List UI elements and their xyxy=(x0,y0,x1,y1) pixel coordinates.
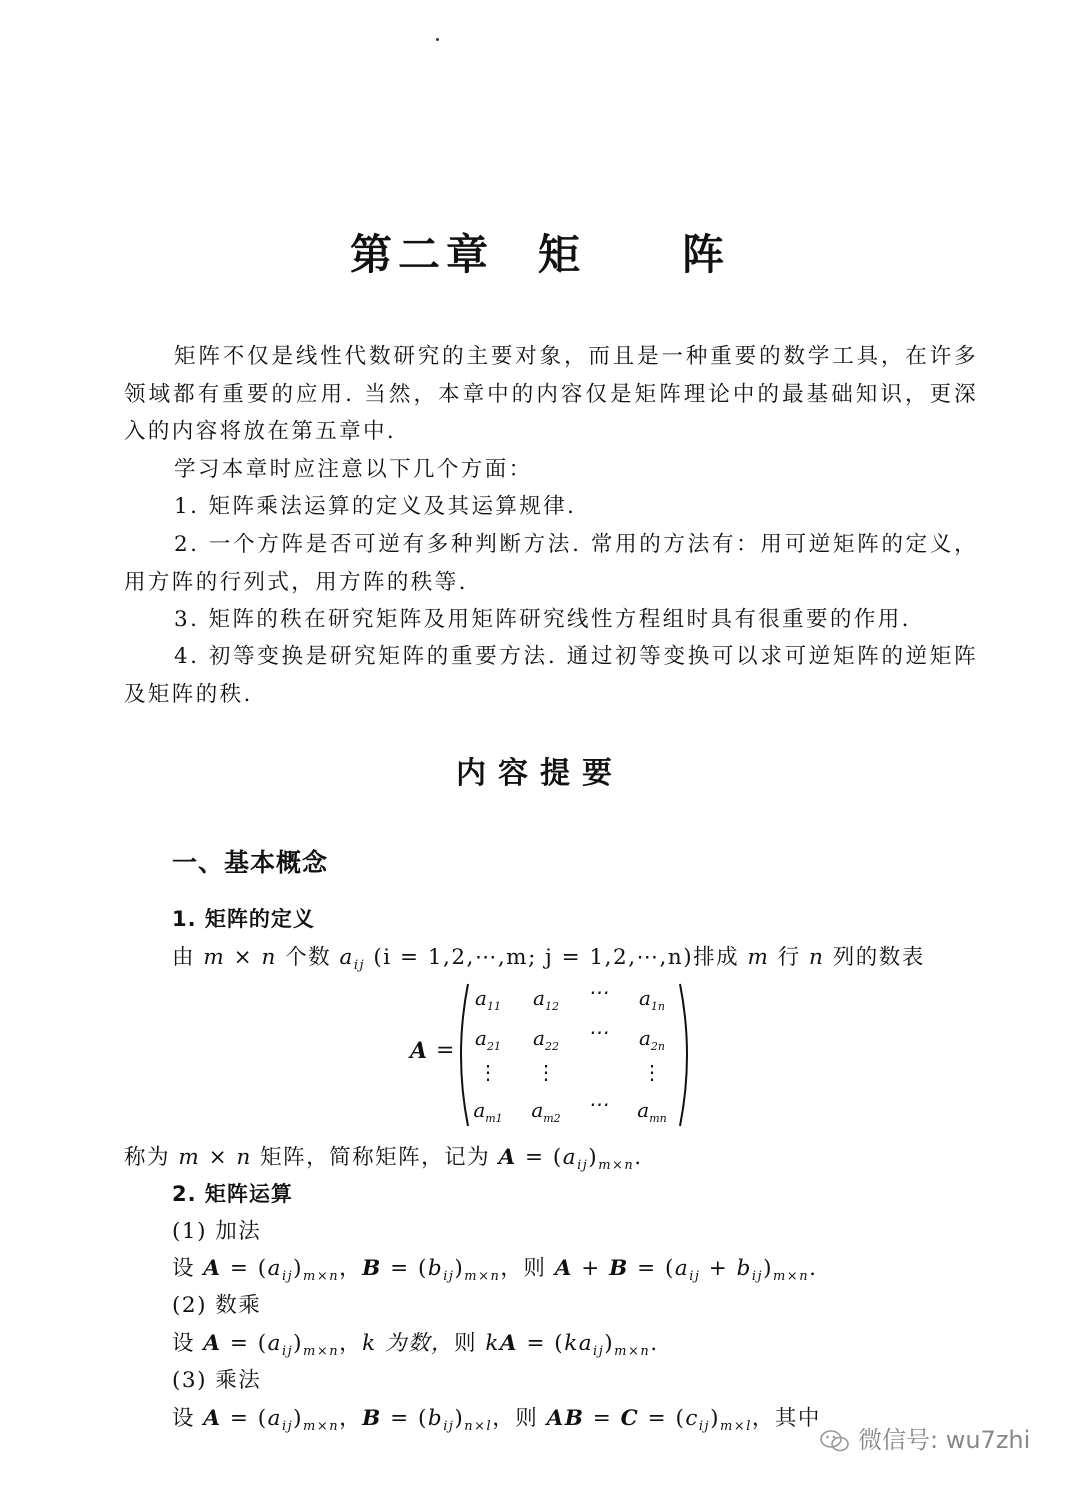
label-multiplication: (3) 乘法 xyxy=(172,1368,262,1393)
chapter-title-char-1: 矩 xyxy=(537,230,586,279)
heading-matrix-operations: 2. 矩阵运算 xyxy=(172,1182,293,1206)
section-title: 内容提要 xyxy=(456,756,624,791)
chapter-title xyxy=(0,222,1080,282)
chapter-title-char-2: 阵 xyxy=(682,230,731,279)
intro-point-2: 2. 一个方阵是否可逆有多种判断方法. 常用的方法有：用可逆矩阵的定义，用方阵的行列式，用方阵的秩等. xyxy=(124,532,978,595)
wechat-watermark xyxy=(820,1420,1030,1455)
watermark-text: 微信号: wu7zhi xyxy=(858,1426,1031,1454)
intro-point-1: 1. 矩阵乘法运算的定义及其运算规律. xyxy=(174,494,577,519)
matrix-symbol: A xyxy=(410,1038,428,1064)
formula-scalar-multiplication: 设 $A = (a_{ij})_{m\times n}$，k 为数，则 kA = $(ka_{ij})_{m\times n}$. xyxy=(172,1331,659,1359)
label-addition: (1) 加法 xyxy=(172,1219,262,1244)
matrix-A-display: A = $a_{11}$ $a_{12}$ ⋯ $a_{1n}$ $a_{21}$ $a_{22}$ ⋯ $a_{2n}$ ⋮ ⋮ ⋮ $a_{m1}$ $a_{m2}$ ⋯ $a_{mn}$ xyxy=(410,980,700,1130)
formula-multiplication: 设 $A = (a_{ij})_{m\times n}$，$B = (b_{ij})_{n\times l}$，则 AB = $C = (c_{ij})_{m\times l}$，其中 xyxy=(172,1406,821,1434)
intro-paragraph-1: 矩阵不仅是线性代数研究的主要对象，而且是一种重要的数学工具，在许多领域都有重要的应用. 当然，本章中的内容仅是矩阵理论中的最基础知识，更深入的内容将放在第五章中. xyxy=(124,344,978,444)
intro-paragraph-2: 学习本章时应注意以下几个方面： xyxy=(174,457,533,482)
intro-point-3: 3. 矩阵的秩在研究矩阵及用矩阵研究线性方程组时具有很重要的作用. xyxy=(174,607,911,632)
intro-point-4: 4. 初等变换是研究矩阵的重要方法. 通过初等变换可以求可逆矩阵的逆矩阵及矩阵的秩. xyxy=(124,644,978,707)
label-scalar-multiplication: (2) 数乘 xyxy=(172,1293,262,1318)
speck xyxy=(436,38,439,41)
definition-sentence: 由 m × n 个数 $a_{ij}$ (i = 1,2,⋯,m; j = 1,2,⋯,n)排成 m 行 n 列的数表 xyxy=(172,945,925,973)
definition-conclusion: 称为 m × n 矩阵，简称矩阵，记为 $A = (a_{ij})_{m\times n}$. xyxy=(124,1145,643,1173)
wechat-icon xyxy=(820,1429,850,1453)
heading-basic-concepts: 一、基本概念 xyxy=(172,848,329,877)
chapter-number: 第二章 xyxy=(349,230,494,279)
heading-matrix-definition: 1. 矩阵的定义 xyxy=(172,907,315,931)
formula-addition: 设 $A = (a_{ij})_{m\times n}$，$B = (b_{ij})_{m\times n}$，则 $A + B = (a_{ij} + b_{ij})_{m\times n}$. xyxy=(172,1256,818,1284)
